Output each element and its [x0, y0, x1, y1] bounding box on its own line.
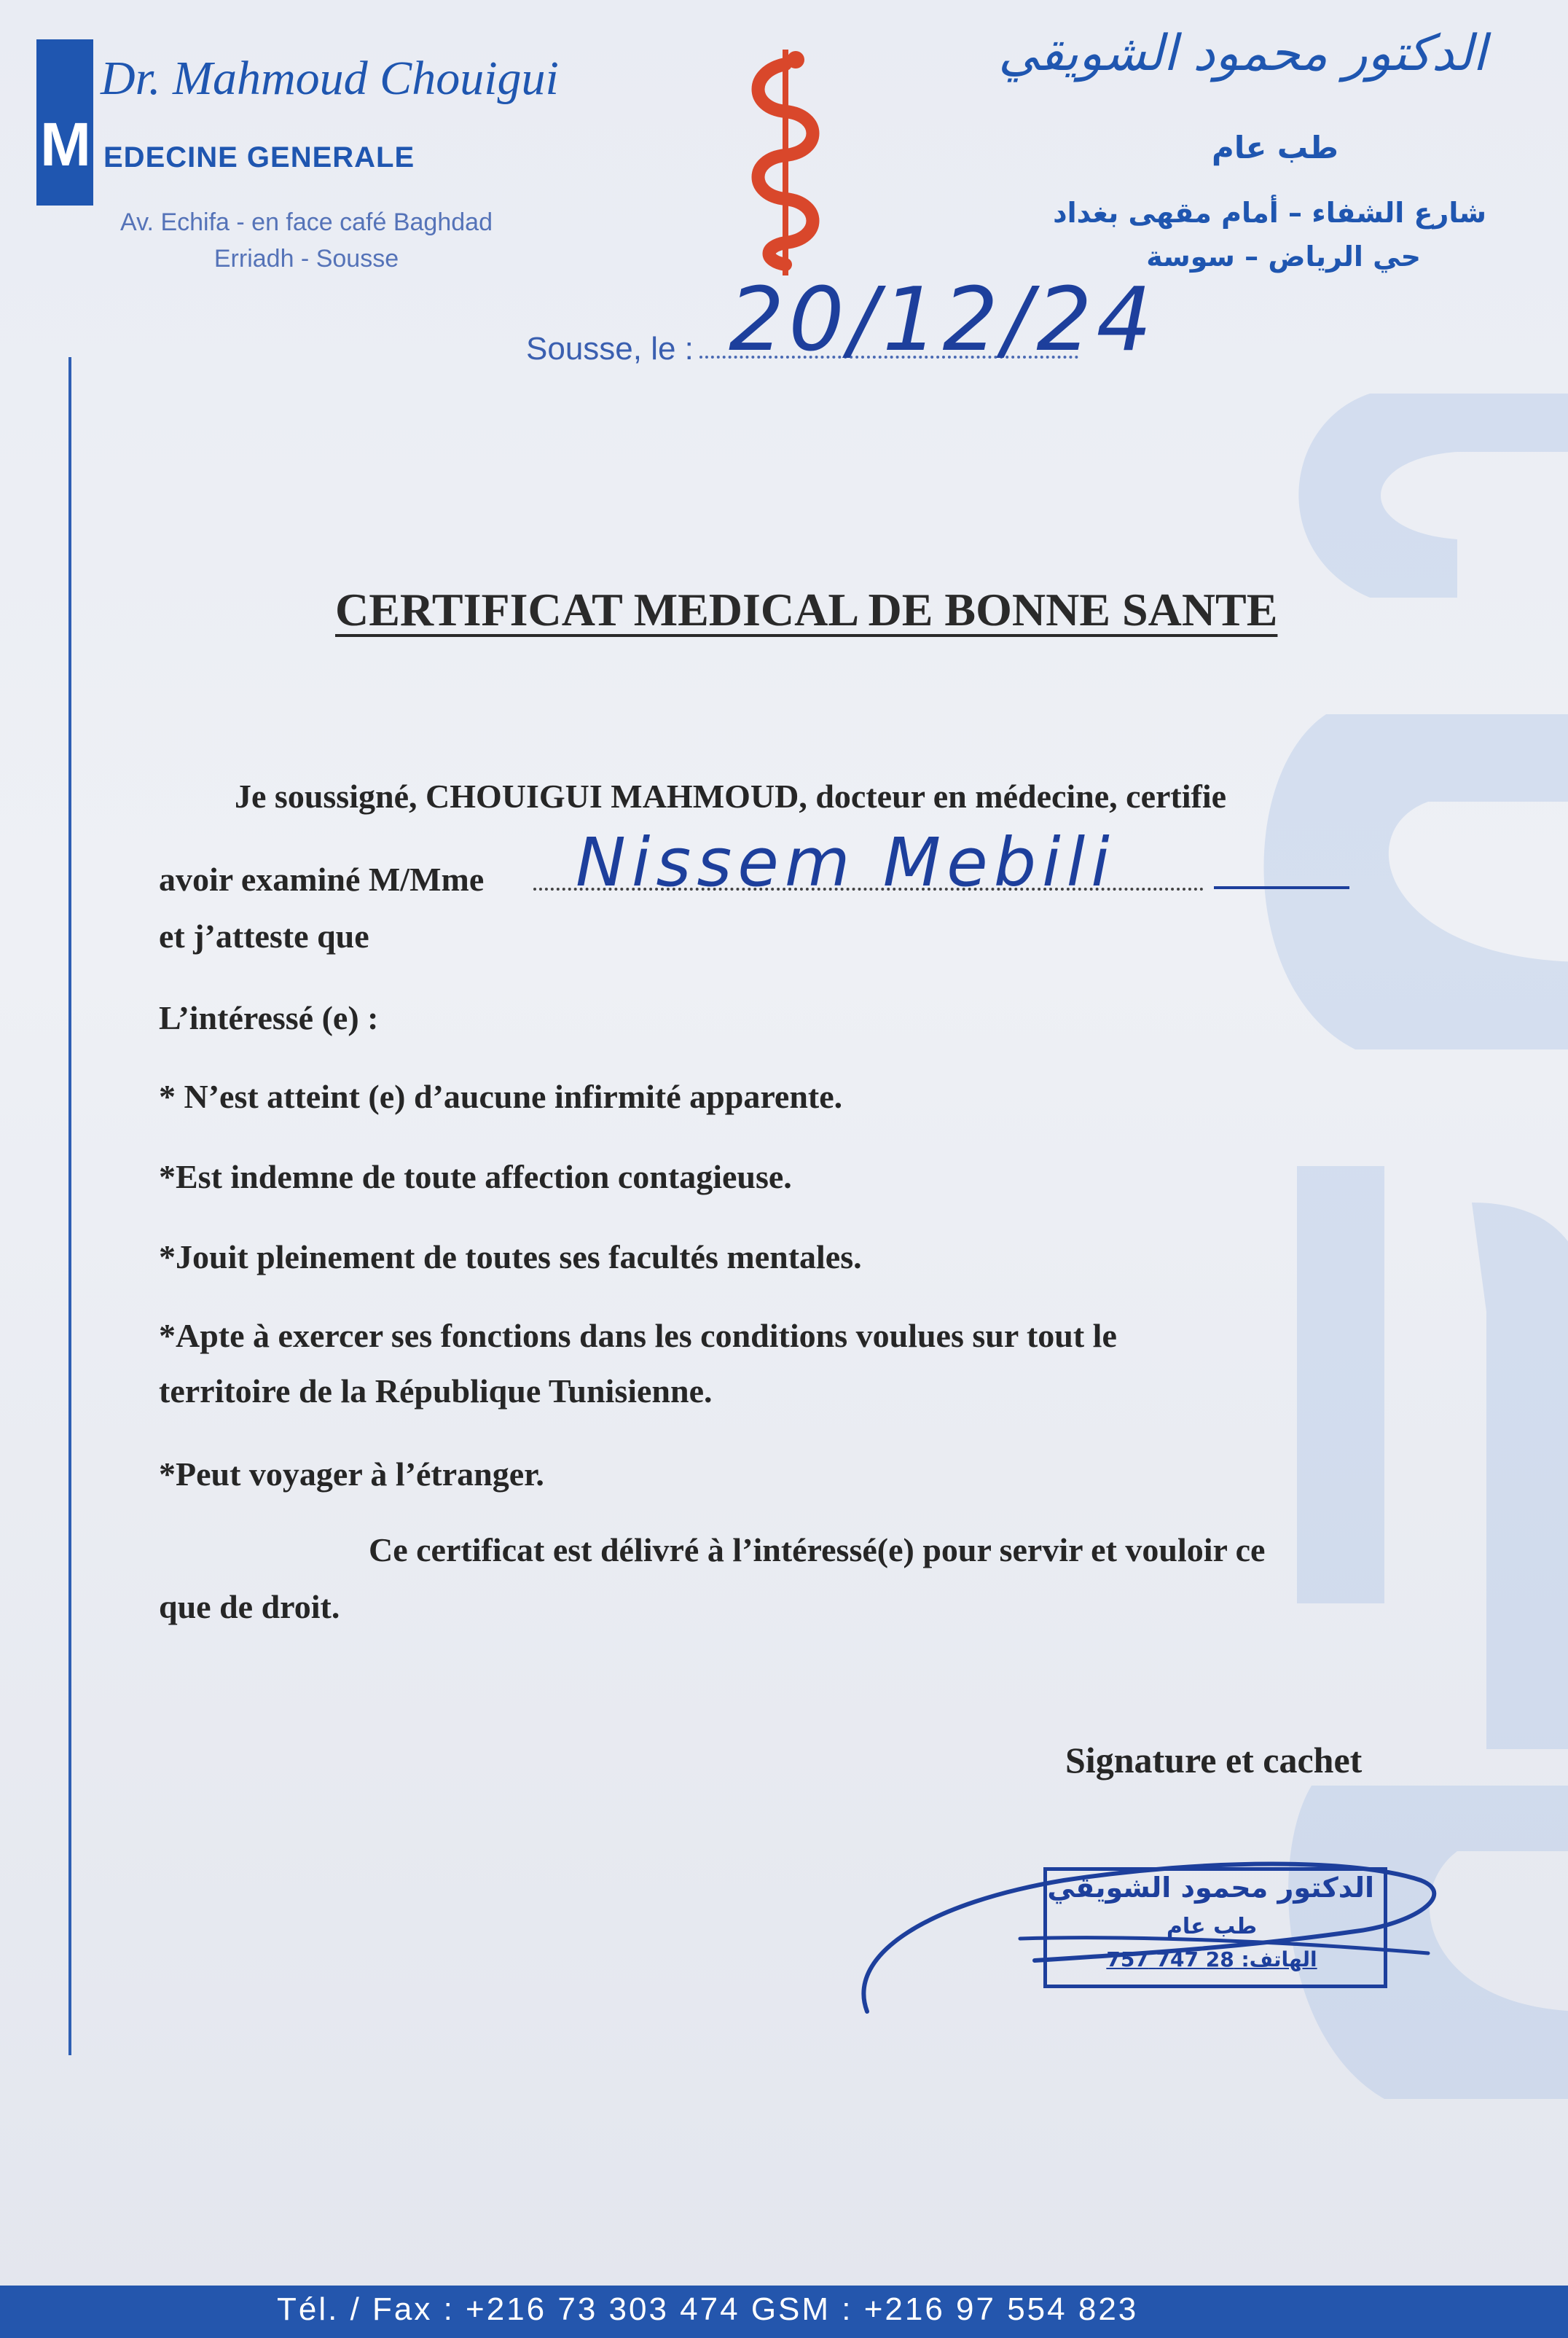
subject-label: L’intéressé (e) :	[159, 999, 379, 1036]
date-label: Sousse, le :	[526, 331, 694, 367]
intro-line-3: et j’atteste que	[159, 918, 369, 955]
footer-contact: Tél. / Fax : +216 73 303 474 GSM : +216 97 554 823	[277, 2291, 1139, 2327]
arabic-address-line-2: حي الرياض – سوسة	[1146, 241, 1421, 273]
signature-label: Signature et cachet	[1065, 1740, 1363, 1780]
caduceus-icon	[742, 42, 829, 283]
arabic-address-line-1: شارع الشفاء – أمام مقهى بغداد	[1053, 197, 1486, 229]
address-line-1: Av. Echifa - en face café Baghdad	[120, 208, 493, 236]
date-value: 20/12/24	[729, 270, 1156, 371]
patient-name-underline	[1214, 886, 1349, 889]
closing-line-1: Ce certificat est délivré à l’intéressé(e) pour servir et vouloir ce	[369, 1531, 1266, 1568]
stamp-doctor-name: الدكتور محمود الشويقي	[1047, 1872, 1374, 1904]
intro-line-2: avoir examiné M/Mme	[159, 861, 485, 898]
specialty: EDECINE GENERALE	[103, 141, 415, 173]
left-margin-line	[68, 357, 71, 2055]
doctor-name: Dr. Mahmoud Chouigui	[101, 52, 559, 105]
logo-letter: M	[40, 110, 91, 179]
item-4-line-1: *Apte à exercer ses fonctions dans les conditions voulues sur tout le	[159, 1317, 1117, 1354]
arabic-doctor-name: الدكتور محمود الشويقي	[998, 25, 1486, 82]
arabic-specialty: طب عام	[1212, 130, 1338, 165]
item-1: * N’est atteint (e) d’aucune infirmité apparente.	[159, 1078, 843, 1115]
item-3: *Jouit pleinement de toutes ses facultés mentales.	[159, 1238, 862, 1275]
patient-name: Nissem Mebili	[576, 824, 1116, 902]
intro-line-1: Je soussigné, CHOUIGUI MAHMOUD, docteur en médecine, certifie	[235, 778, 1227, 815]
item-4-line-2: territoire de la République Tunisienne.	[159, 1372, 713, 1410]
closing-line-2: que de droit.	[159, 1588, 340, 1625]
stamp-specialty: طب عام	[1166, 1914, 1258, 1939]
stamp-phone: الهاتف: 28 747 757	[1106, 1947, 1317, 1971]
item-5: *Peut voyager à l’étranger.	[159, 1455, 544, 1493]
item-2: *Est indemne de toute affection contagieuse.	[159, 1158, 792, 1195]
certificate-title: CERTIFICAT MEDICAL DE BONNE SANTE	[335, 584, 1278, 636]
address-line-2: Erriadh - Sousse	[213, 245, 399, 273]
